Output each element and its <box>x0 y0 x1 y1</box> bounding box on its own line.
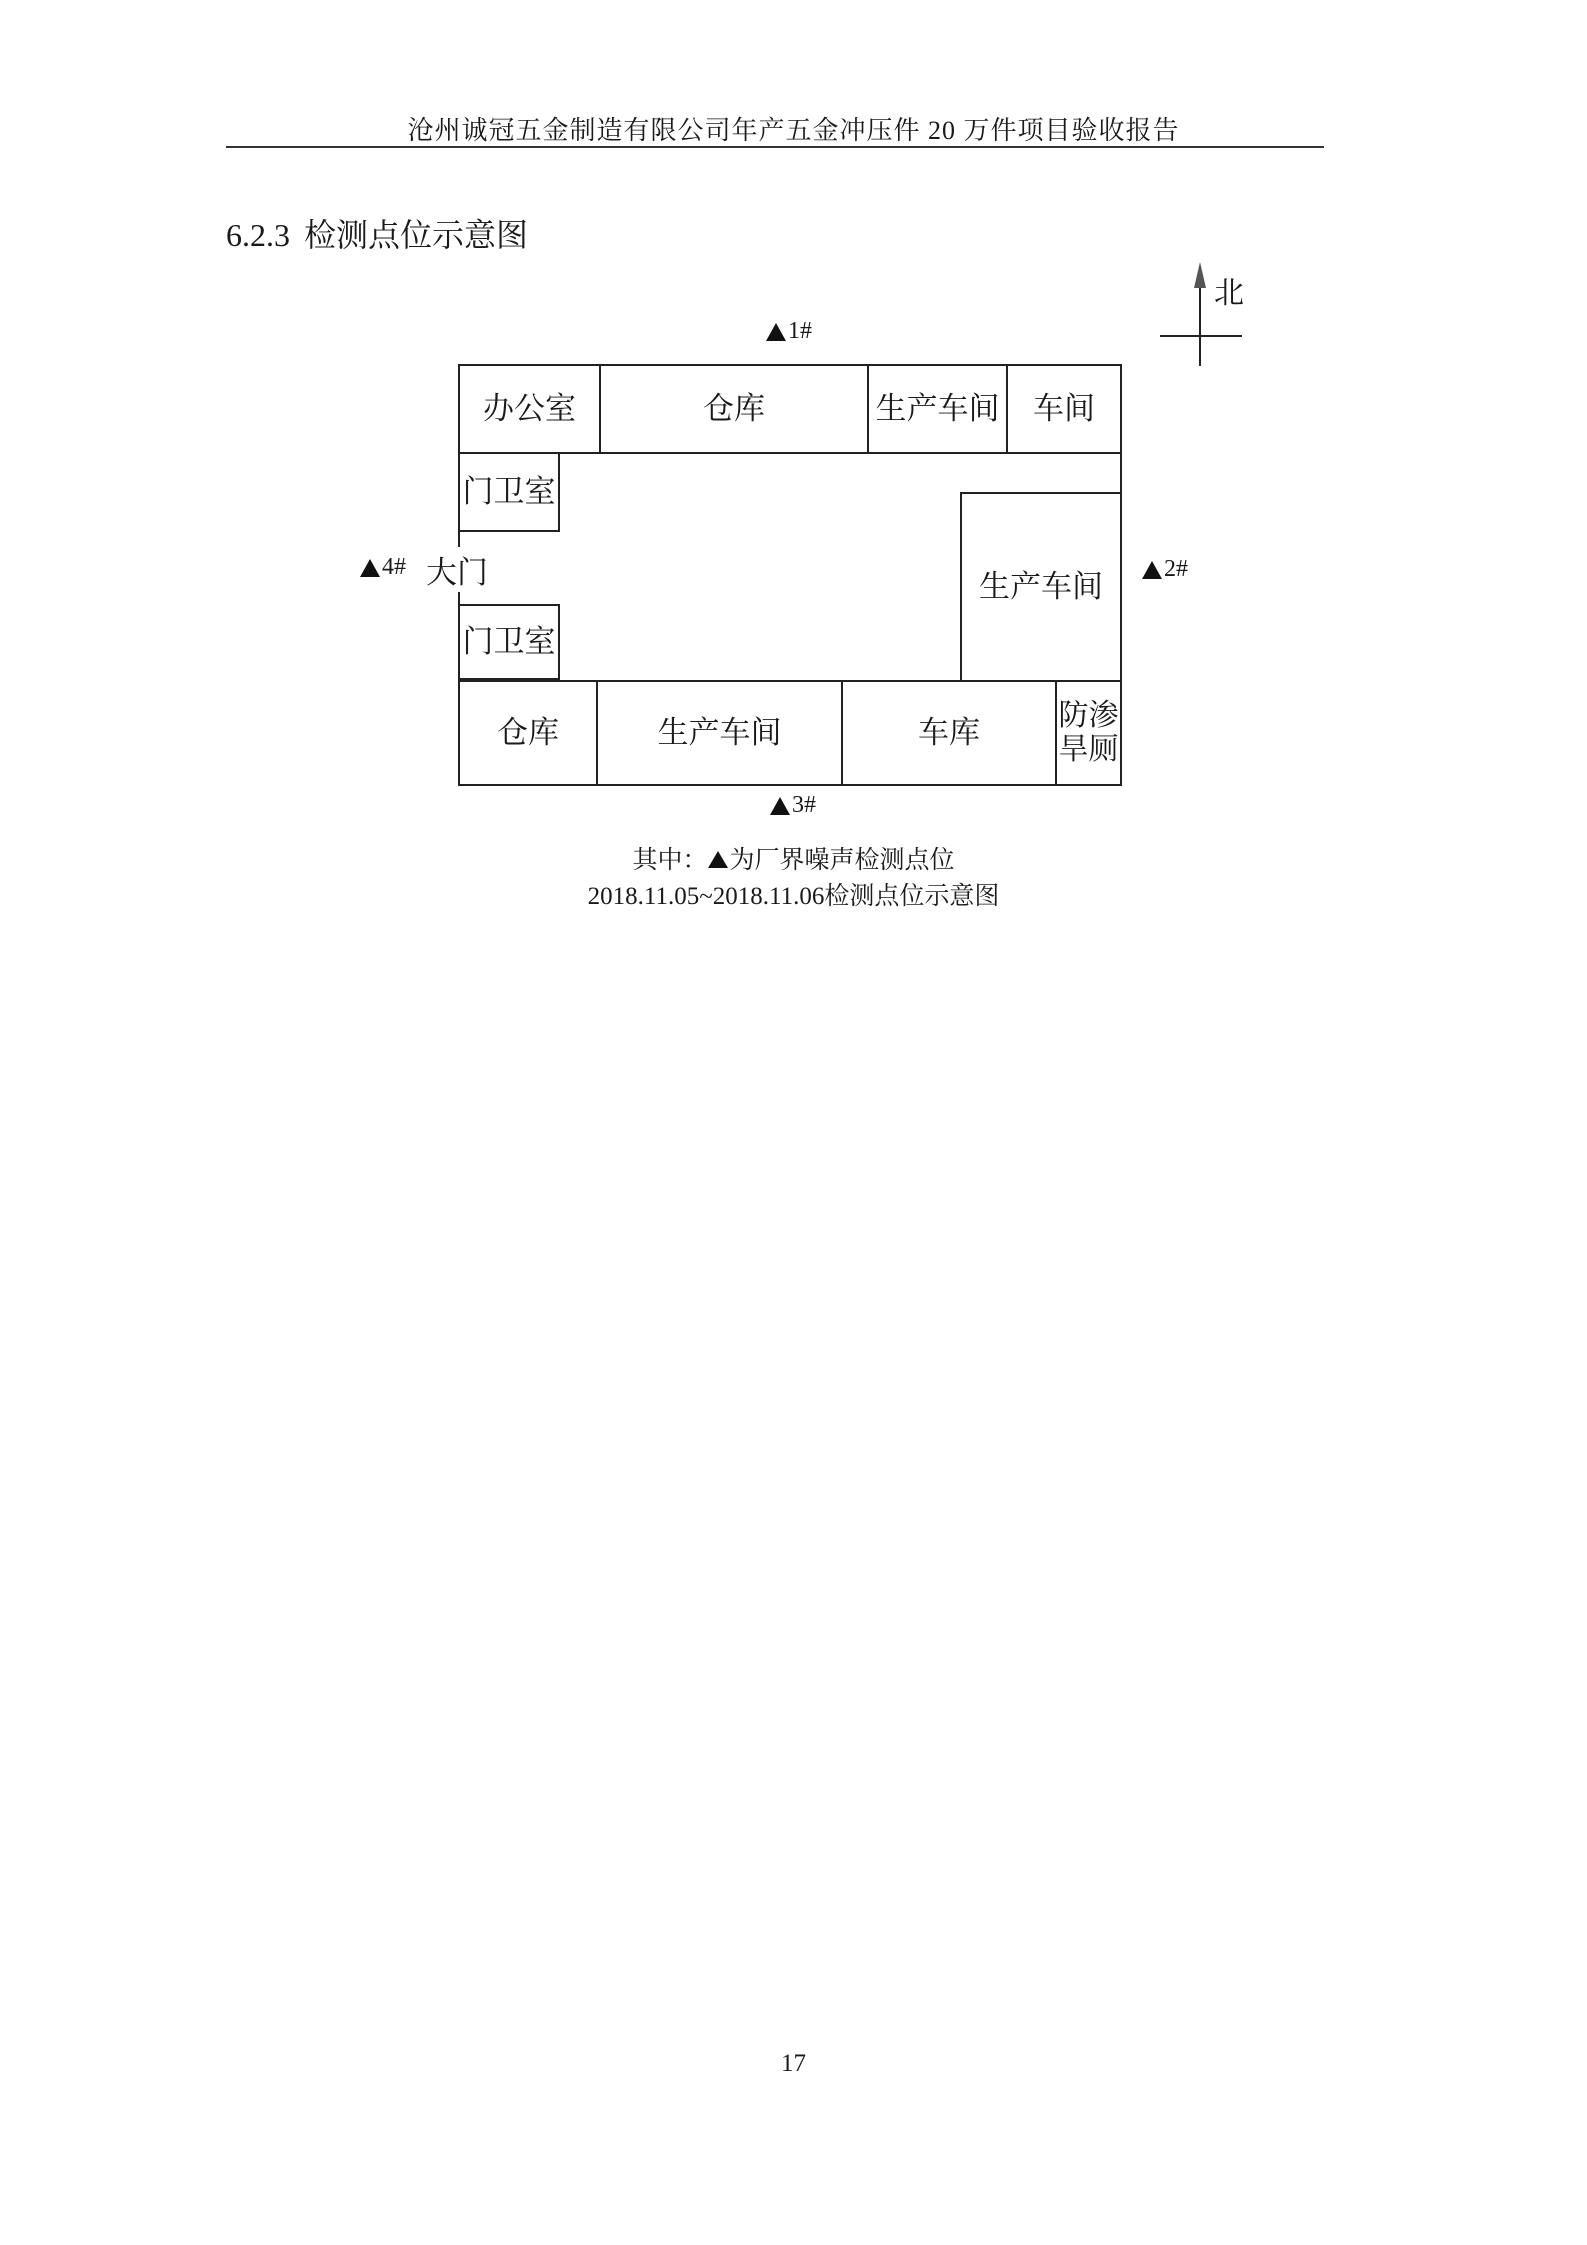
room-production-right: 生产车间 <box>960 492 1122 682</box>
room-production-bottom: 生产车间 <box>596 680 843 786</box>
legend-prefix: 其中： <box>632 847 708 874</box>
section-heading <box>226 210 528 256</box>
section-number: 6.2.3 <box>226 217 290 253</box>
room-office: 办公室 <box>458 364 601 454</box>
triangle-marker-icon <box>770 797 790 815</box>
room-warehouse-bottom: 仓库 <box>458 680 598 786</box>
triangle-marker-icon <box>708 851 728 868</box>
room-garage: 车库 <box>841 680 1057 786</box>
legend <box>0 840 1587 876</box>
triangle-marker-icon <box>1142 561 1162 579</box>
header-rule <box>226 146 1324 148</box>
monitoring-point-2: 2# <box>1142 556 1188 583</box>
page-number: 17 <box>781 2050 806 2077</box>
room-toilet: 防渗旱厕 <box>1055 680 1122 786</box>
room-guard-bottom: 门卫室 <box>458 604 560 680</box>
monitoring-point-1: 1# <box>766 318 812 345</box>
room-workshop-top: 车间 <box>1006 364 1122 454</box>
north-label: 北 <box>1214 277 1244 310</box>
section-title: 检测点位示意图 <box>304 217 529 253</box>
room-warehouse-top: 仓库 <box>599 364 869 454</box>
monitoring-point-4: 4# <box>360 554 406 581</box>
monitoring-point-3: 3# <box>770 792 816 819</box>
room-production-top: 生产车间 <box>867 364 1008 454</box>
gate-label: 大门 <box>424 547 490 592</box>
figure-caption: 2018.11.05~2018.11.06检测点位示意图 <box>587 883 1000 910</box>
legend-text: 为厂界噪声检测点位 <box>729 847 955 874</box>
page-header: 沧州诚冠五金制造有限公司年产五金冲压件 20 万件项目验收报告 <box>407 116 1180 145</box>
triangle-marker-icon <box>766 323 786 341</box>
triangle-marker-icon <box>360 559 380 577</box>
room-guard-top: 门卫室 <box>458 452 560 532</box>
